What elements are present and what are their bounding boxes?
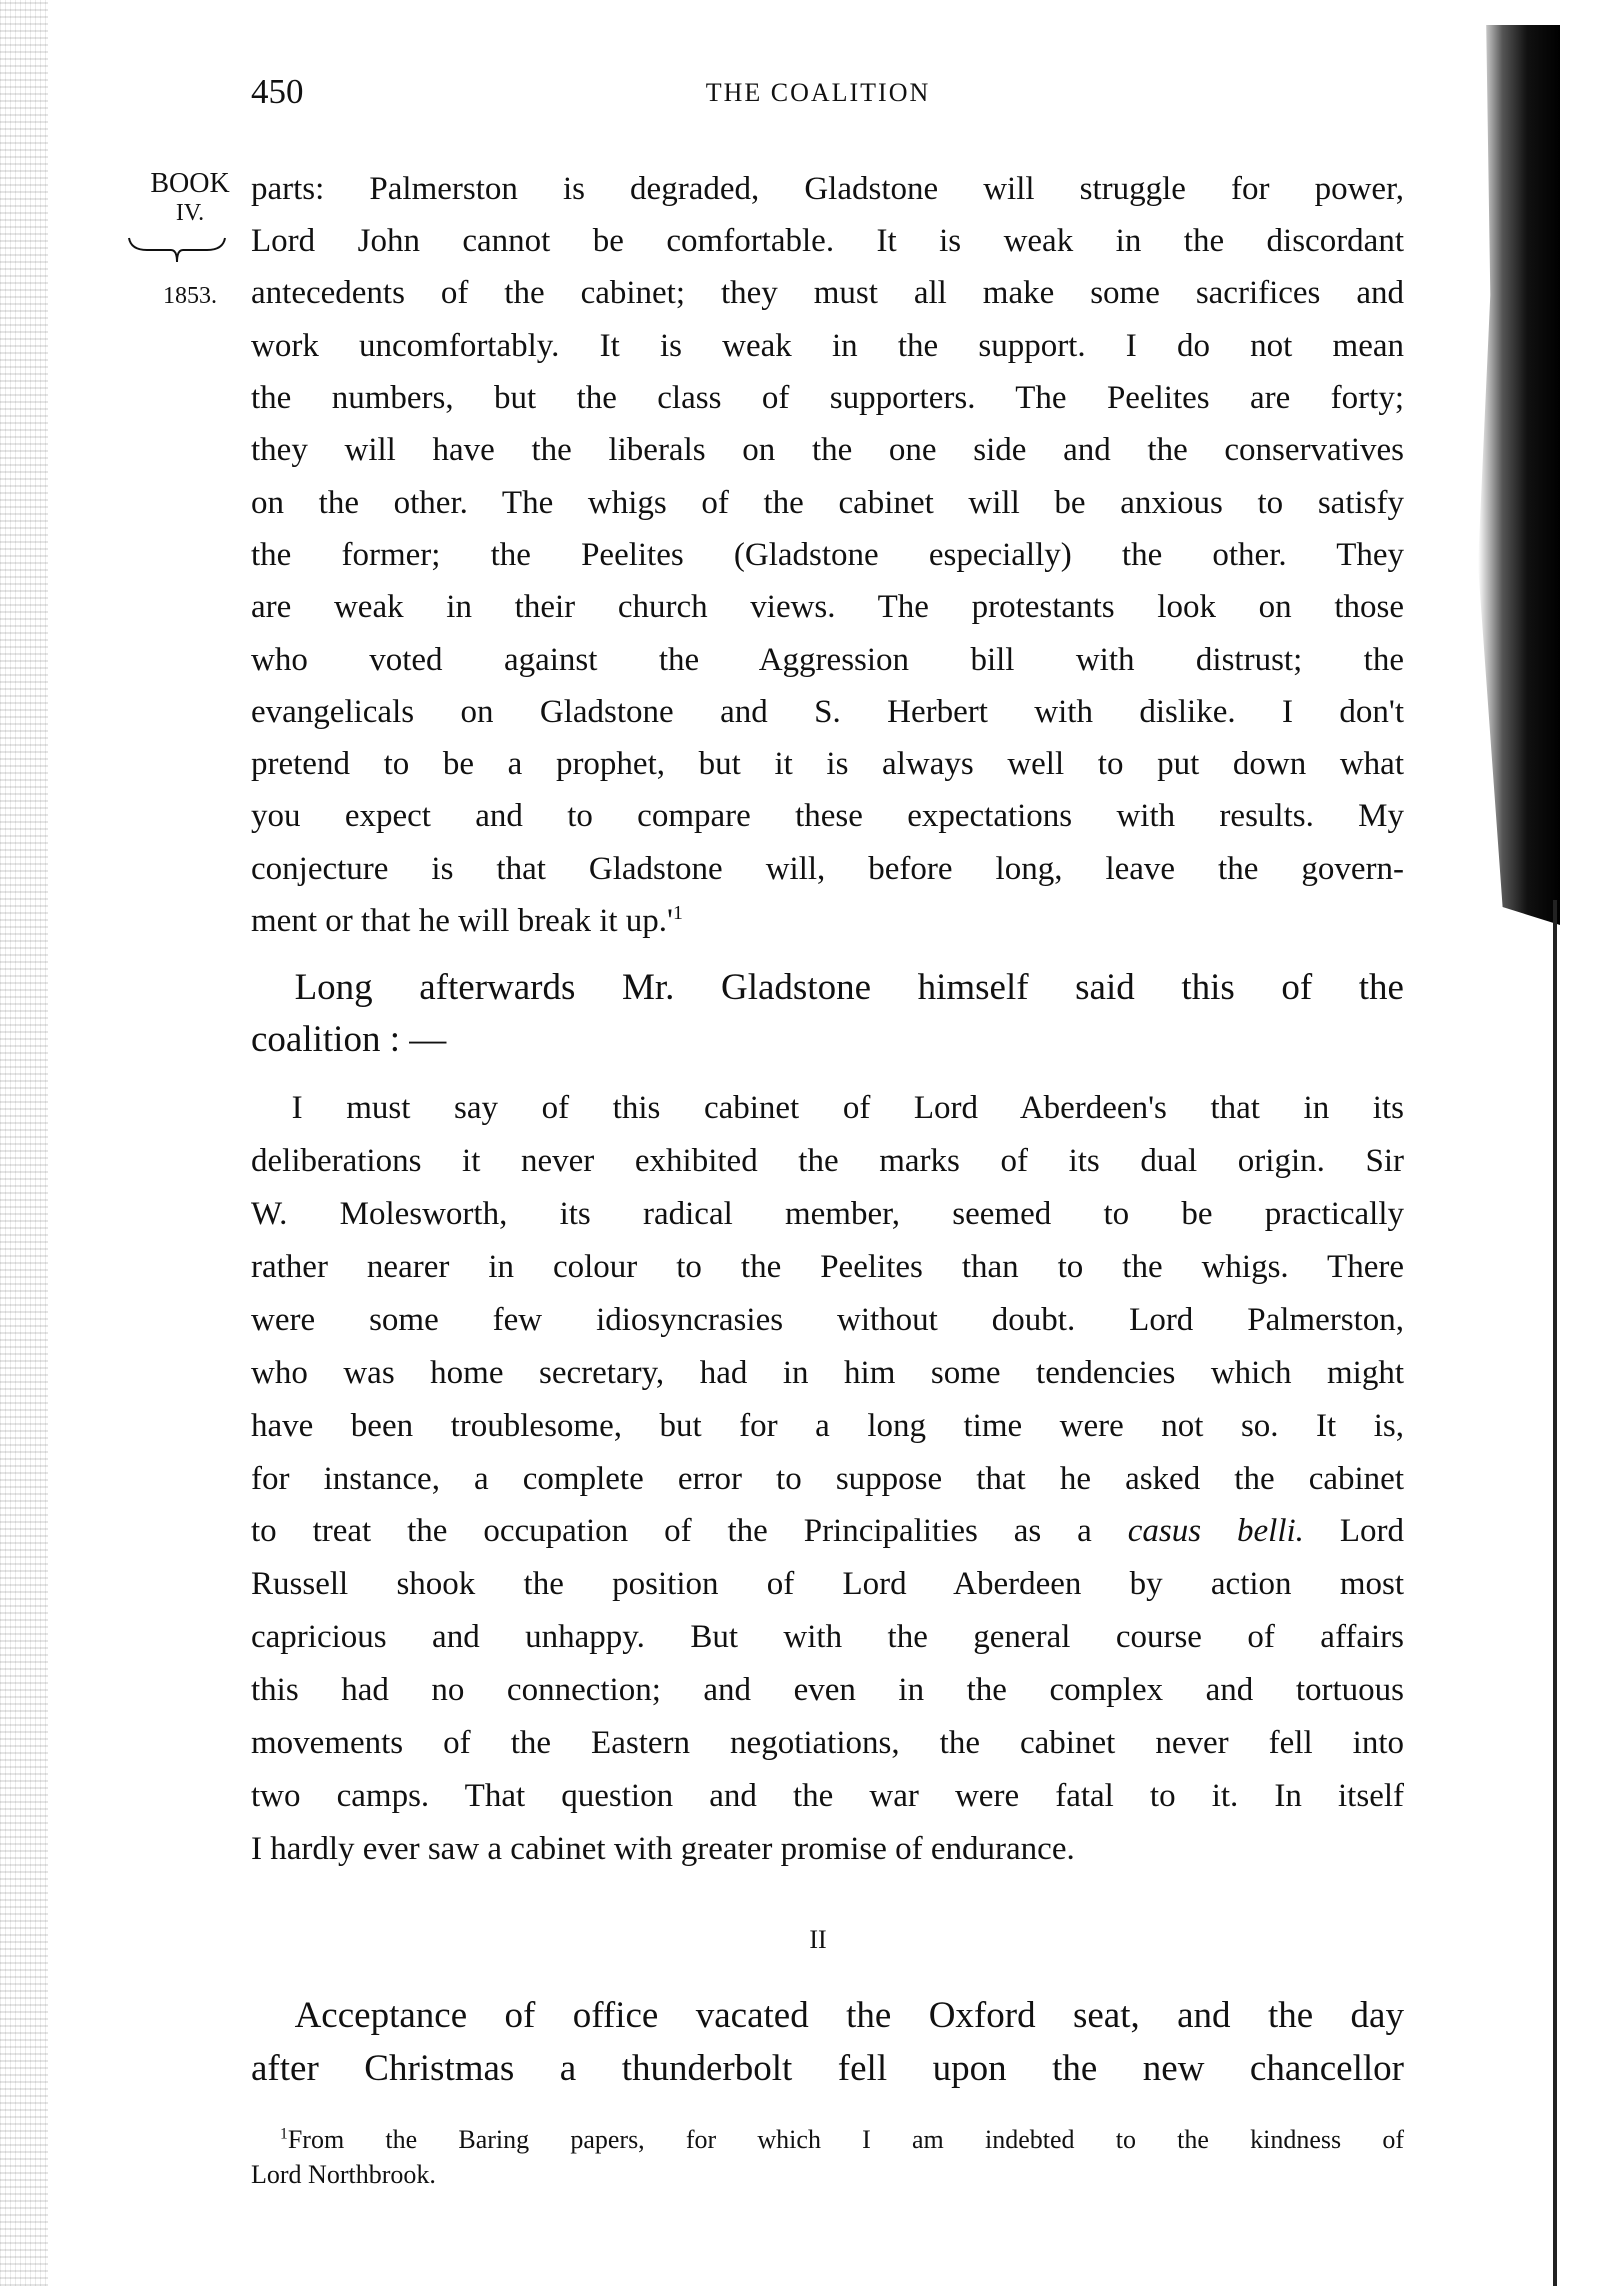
text-line-content: capricious and unhappy. But with the general course of affairs: [251, 1619, 1404, 1656]
footnote-line: [280, 2122, 1404, 2158]
text-line: [251, 372, 1404, 424]
text-line-content: after Christmas a thunderbolt fell upon the new chancellor: [251, 2047, 1404, 2089]
text-line: [251, 215, 1404, 267]
text-line: [251, 424, 1404, 476]
footnote-text: Lord Northbrook.: [251, 2159, 436, 2189]
text-line: [292, 1082, 1404, 1134]
page-number: 450: [251, 72, 304, 111]
text-line-content: who was home secretary, had in him some tendencies which might: [251, 1354, 1404, 1391]
footnote-marker: 1: [280, 2125, 288, 2143]
text-line-content: conjecture is that Gladstone will, before long, leave the govern-: [251, 850, 1404, 887]
text-line-content: I must say of this cabinet of Lord Aberdeen's that in its: [291, 1090, 1404, 1127]
text-line-content: were some few idiosyncrasies without doubt. Lord Palmerston,: [251, 1301, 1404, 1338]
text-line: [251, 477, 1404, 529]
italic-phrase: casus belli.: [1127, 1513, 1304, 1550]
text-line: [251, 529, 1404, 581]
text-line: [295, 1990, 1404, 2042]
text-line-content: pretend to be a prophet, but it is always well to put down what: [251, 746, 1404, 783]
text-line-content: Long afterwards Mr. Gladstone himself said this of the: [294, 966, 1404, 1008]
text-line-content: for instance, a complete error to suppose that he asked the cabinet: [251, 1460, 1404, 1497]
text-line: [251, 1664, 1404, 1716]
text-line-content: Lord John cannot be comfortable. It is weak in the discordant: [251, 223, 1404, 260]
running-title: THE COALITION: [705, 78, 931, 107]
text-line-content: evangelicals on Gladstone and S. Herbert with dislike. I don't: [251, 693, 1404, 730]
text-line-content: the former; the Peelites (Gladstone especially) the other. They: [251, 536, 1404, 573]
text-line-content: Acceptance of office vacated the Oxford seat, and the day: [294, 1995, 1404, 2037]
margin-brace-icon: [127, 236, 227, 266]
text-line-content: I hardly ever saw a cabinet with greater promise of endurance.: [251, 1830, 1075, 1867]
text-line-content: two camps. That question and the war were fatal to it. In itself: [251, 1777, 1404, 1814]
text-line-content: deliberations it never exhibited the marks of its dual origin. Sir: [251, 1143, 1404, 1180]
text-line-content: W. Molesworth, its radical member, seemed to be practically: [251, 1196, 1404, 1233]
text-line-content: ment or that he will break it up.': [251, 903, 674, 939]
text-line-content: Russell shook the position of Lord Aberdeen by action most: [251, 1566, 1404, 1603]
text-line-content: parts: Palmerston is degraded, Gladstone will struggle for power,: [251, 170, 1404, 207]
text-line: [251, 1823, 1404, 1875]
text-line: [251, 1770, 1404, 1822]
text-line-content: are weak in their church views. The protestants look on those: [251, 589, 1404, 626]
text-line: [251, 320, 1404, 372]
text-line: [251, 790, 1404, 842]
scan-page-edge: [1553, 900, 1557, 2286]
text-line-content: you expect and to compare these expectations with results. My: [251, 798, 1404, 835]
text-line-content: movements of the Eastern negotiations, the cabinet never fell into: [251, 1724, 1404, 1761]
text-line: [251, 1188, 1404, 1240]
text-line: [251, 1294, 1404, 1346]
text-line: [295, 962, 1404, 1014]
text-line-content: they will have the liberals on the one side and the conservatives: [251, 432, 1404, 469]
text-line: [251, 738, 1404, 790]
text-line: [251, 686, 1404, 738]
text-line: [251, 843, 1404, 895]
text-line-content: this had no connection; and even in the complex and tortuous: [251, 1672, 1404, 1709]
text-line: [251, 1611, 1404, 1663]
text-line: [251, 895, 1404, 947]
text-line-content: rather nearer in colour to the Peelites than to the whigs. There: [251, 1249, 1404, 1286]
footnote-text: From the Baring papers, for which I am indebted to the kindness of: [287, 2124, 1404, 2154]
footnote-line: [251, 2157, 1404, 2193]
text-line: [251, 1135, 1404, 1187]
text-line: [251, 2043, 1404, 2095]
text-line: [251, 1014, 1404, 1066]
text-line: [251, 163, 1404, 215]
text-line: [251, 1241, 1404, 1293]
text-line: [251, 1400, 1404, 1452]
text-line: [251, 581, 1404, 633]
text-line-content: work uncomfortably. It is weak in the support. I do not mean: [251, 327, 1404, 364]
section-heading: II: [809, 1925, 827, 1954]
text-line-content: on the other. The whigs of the cabinet will be anxious to satisfy: [251, 484, 1404, 521]
scan-binding-shadow: [1478, 25, 1560, 925]
text-line: [251, 267, 1404, 319]
text-line: [251, 1717, 1404, 1769]
text-line: [251, 1347, 1404, 1399]
text-line-content: have been troublesome, but for a long time were not so. It is,: [251, 1407, 1404, 1444]
text-line-content: antecedents of the cabinet; they must all make some sacrifices and: [251, 275, 1404, 312]
footnote-reference[interactable]: 1: [673, 902, 683, 924]
margin-book: BOOK: [150, 168, 230, 199]
text-line: to treat the occupation of the Principalities as a casus belli. Lord: [251, 1513, 1404, 1550]
margin-year: 1853.: [163, 283, 217, 309]
text-line: [251, 634, 1404, 686]
text-line-content: the numbers, but the class of supporters. The Peelites are forty;: [251, 380, 1404, 417]
text-line: [251, 1453, 1404, 1505]
text-line-content: coalition : —: [251, 1019, 447, 1061]
text-line: [251, 1558, 1404, 1610]
text-line-content: who voted against the Aggression bill with distrust; the: [251, 641, 1404, 678]
margin-volume: IV.: [175, 200, 205, 226]
